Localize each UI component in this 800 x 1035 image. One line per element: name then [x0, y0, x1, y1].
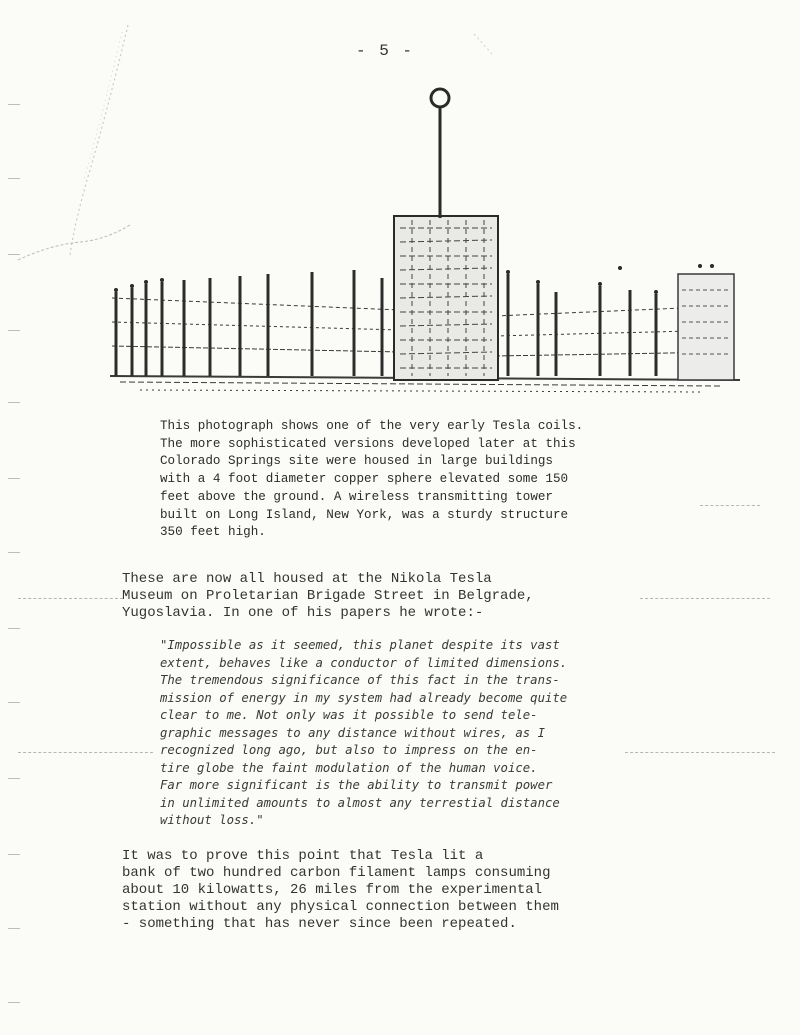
margin-tick — [8, 778, 20, 779]
margin-tick — [8, 478, 20, 479]
tesla-quote: "Impossible as it seemed, this planet despite its vast extent, behaves like a conductor of limited dimensions. The tremendous significance of this fact in the trans- mission of energy in my system had already become quite clear to me. Not only was it possible to send tele- graphic messages to any distance without wires, as I recognized long ago, but also to impress on the en- tire globe the faint modulation of the human voice. Far more significant is the ability to transmit power in unlimited amounts to almost any terrestial distance without loss." — [160, 638, 568, 827]
page-number: - 5 - — [355, 42, 414, 60]
tesla-coil-tower-photo — [100, 80, 740, 400]
margin-tick — [8, 628, 20, 629]
photo-caption: This photograph shows one of the very early Tesla coils. The more sophisticated versions developed later at this Colorado Springs site were housed in large buildings with a 4 foot diameter copper sphere elevated some 150 feet above the ground. A wireless transmitting tower built on Long Island, New York, was a sturdy structure 350 feet high. — [160, 419, 584, 540]
dash-line — [18, 752, 153, 754]
body-paragraph-museum: These are now all housed at the Nikola Tesla Museum on Proletarian Brigade Street in Belgrade, Yugoslavia. In one of his papers he wrote:- — [122, 571, 534, 621]
margin-tick — [8, 330, 20, 331]
margin-tick — [8, 1002, 20, 1003]
dash-line — [18, 598, 123, 600]
margin-tick — [8, 402, 20, 403]
margin-tick — [8, 928, 20, 929]
margin-tick — [8, 854, 20, 855]
dash-line — [700, 505, 760, 507]
margin-tick — [8, 702, 20, 703]
body-paragraph-lamps: It was to prove this point that Tesla lit a bank of two hundred carbon filament lamps consuming about 10 kilowatts, 26 miles from the experimental station without any physical connection between them - something that has never since been repeated. — [122, 848, 559, 932]
scan-corner-mark — [470, 30, 500, 60]
margin-tick — [8, 552, 20, 553]
